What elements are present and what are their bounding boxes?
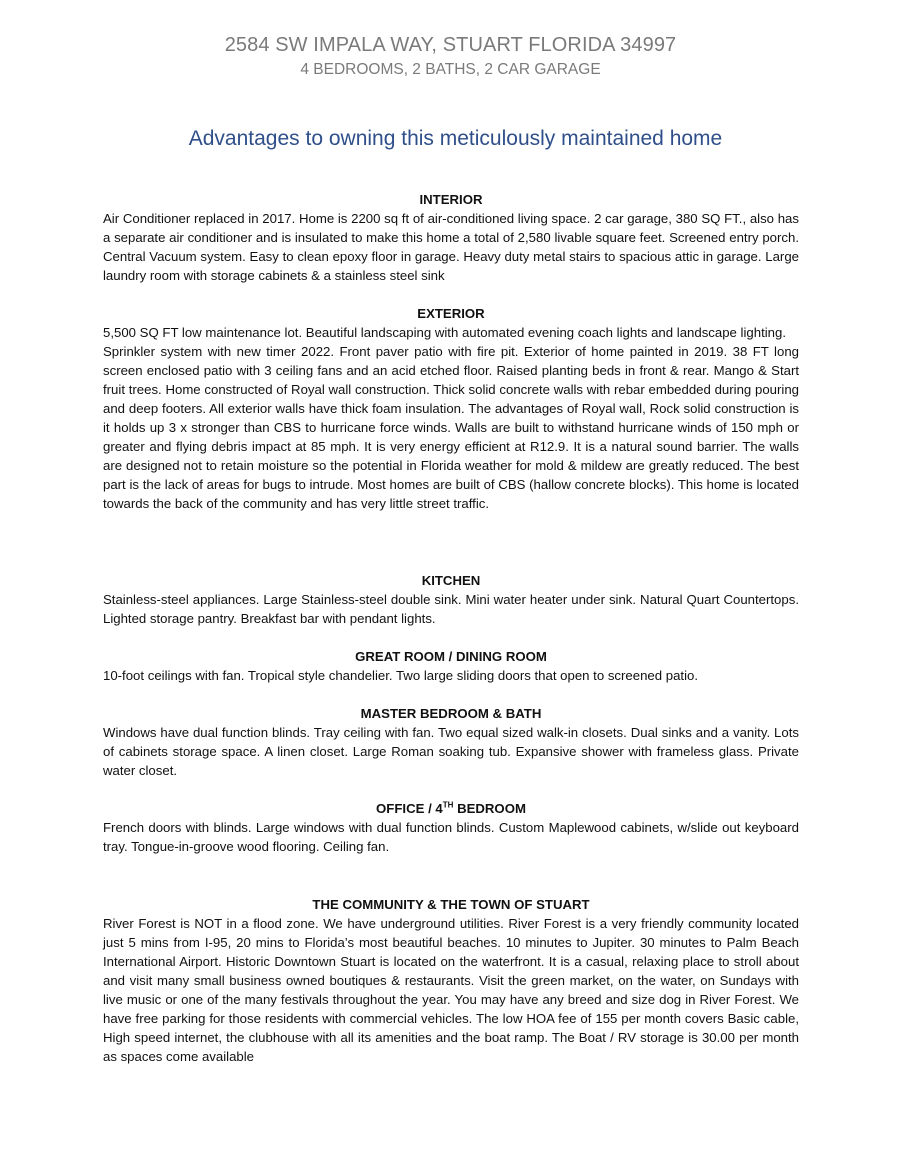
- section-body: [103, 723, 799, 780]
- section-master-bedroom: [103, 704, 799, 780]
- heading-text: OFFICE / 4: [376, 801, 443, 816]
- section-kitchen: [103, 571, 799, 628]
- section-interior: [103, 190, 799, 285]
- property-address: 2584 SW IMPALA WAY, STUART FLORIDA 34997: [224, 34, 677, 56]
- paragraph: French doors with blinds. Large windows with dual function blinds. Custom Maplewood cabinets, w/slide out keyboard tray. Tongue-in-groove wood flooring. Ceiling fan.: [103, 820, 799, 854]
- section-office: [103, 799, 799, 856]
- section-great-room: [103, 647, 799, 685]
- section-heading: THE COMMUNITY & THE TOWN OF STUART: [312, 897, 590, 912]
- section-body: [103, 209, 799, 285]
- section-heading: GREAT ROOM / DINING ROOM: [355, 649, 547, 664]
- section-heading: EXTERIOR: [417, 306, 485, 321]
- paragraph: Sprinkler system with new timer 2022. Front paver patio with fire pit. Exterior of home painted in 2019. 38 FT long screen enclosed patio with 3 ceiling fans and an acid etched floor. Raised planting beds in front & rear. Mango & Start fruit trees. Home constructed of Royal wall construction. Thick solid concrete walls with rebar embedded during pouring and deep footers. All exterior walls have thick foam insulation. The advantages of Royal wall, Rock solid construction is it holds up 3 x stronger than CBS to hurricane force winds. Walls are built to withstand hurricane winds of 150 mph or greater and flying debris impact at 85 mph. It is very energy efficient at R12.9. It is a natural sound barrier. The walls are designed not to retain moisture so the potential in Florida weather for mold & mildew are greatly reduced. The best part is the lack of areas for bugs to intrude. Most homes are built of CBS (hallow concrete blocks). This home is located towards the back of the community and has very little street traffic.: [103, 344, 799, 511]
- paragraph: River Forest is NOT in a flood zone. We have underground utilities. River Forest is a very friendly community located just 5 mins from I-95, 20 mins to Florida’s most beautiful beaches. 10 minutes to Jupiter. 30 minutes to Palm Beach International Airport. Historic Downtown Stuart is located on the waterfront. It is a casual, relaxing place to stroll about and visit many small business owned boutiques & restaurants. Visit the green market, on the water, on Sundays with live music or one of the many festivals throughout the year. You may have any breed and size dog in River Forest. We have free parking for those residents with commercial vehicles. The low HOA fee of 155 per month covers Basic cable, High speed internet, the clubhouse with all its amenities and the boat ramp. The Boat / RV storage is 30.00 per month as spaces come available: [103, 916, 799, 1064]
- paragraph: Air Conditioner replaced in 2017. Home is 2200 sq ft of air-conditioned living space. 2 car garage, 380 SQ FT., also has a separate air conditioner and is insulated to make this home a total of 2,580 livable square feet. Screened entry porch. Central Vacuum system. Easy to clean epoxy floor in garage. Heavy duty metal stairs to spacious attic in garage. Large laundry room with storage cabinets & a stainless steel sink: [103, 211, 799, 283]
- section-body: [103, 818, 799, 856]
- section-body: [103, 590, 799, 628]
- section-body: [103, 666, 799, 685]
- paragraph: 5,500 SQ FT low maintenance lot. Beautiful landscaping with automated evening coach lights and landscape lighting.: [103, 325, 787, 340]
- section-body: [103, 914, 799, 1066]
- section-body: [103, 323, 799, 513]
- paragraph: Stainless-steel appliances. Large Stainless-steel double sink. Mini water heater under sink. Natural Quart Countertops. Lighted storage pantry. Breakfast bar with pendant lights.: [103, 592, 799, 626]
- section-heading: [103, 799, 799, 818]
- heading-superscript: TH: [442, 800, 454, 810]
- section-community: [103, 895, 799, 1066]
- paragraph: Windows have dual function blinds. Tray ceiling with fan. Two equal sized walk-in closets. Dual sinks and a vanity. Lots of cabinets storage space. A linen closet. Large Roman soaking tub. Expansive shower with frameless glass. Private water closet.: [103, 725, 799, 778]
- section-exterior: [103, 304, 799, 513]
- property-summary: 4 BEDROOMS, 2 BATHS, 2 CAR GARAGE: [300, 61, 601, 78]
- page-title: Advantages to owning this meticulously maintained home: [188, 127, 723, 150]
- section-heading: KITCHEN: [421, 573, 481, 588]
- heading-text-suffix: BEDROOM: [453, 801, 526, 816]
- section-heading: INTERIOR: [419, 192, 483, 207]
- paragraph: 10-foot ceilings with fan. Tropical style chandelier. Two large sliding doors that open to screened patio.: [103, 668, 699, 683]
- section-heading: MASTER BEDROOM & BATH: [360, 706, 542, 721]
